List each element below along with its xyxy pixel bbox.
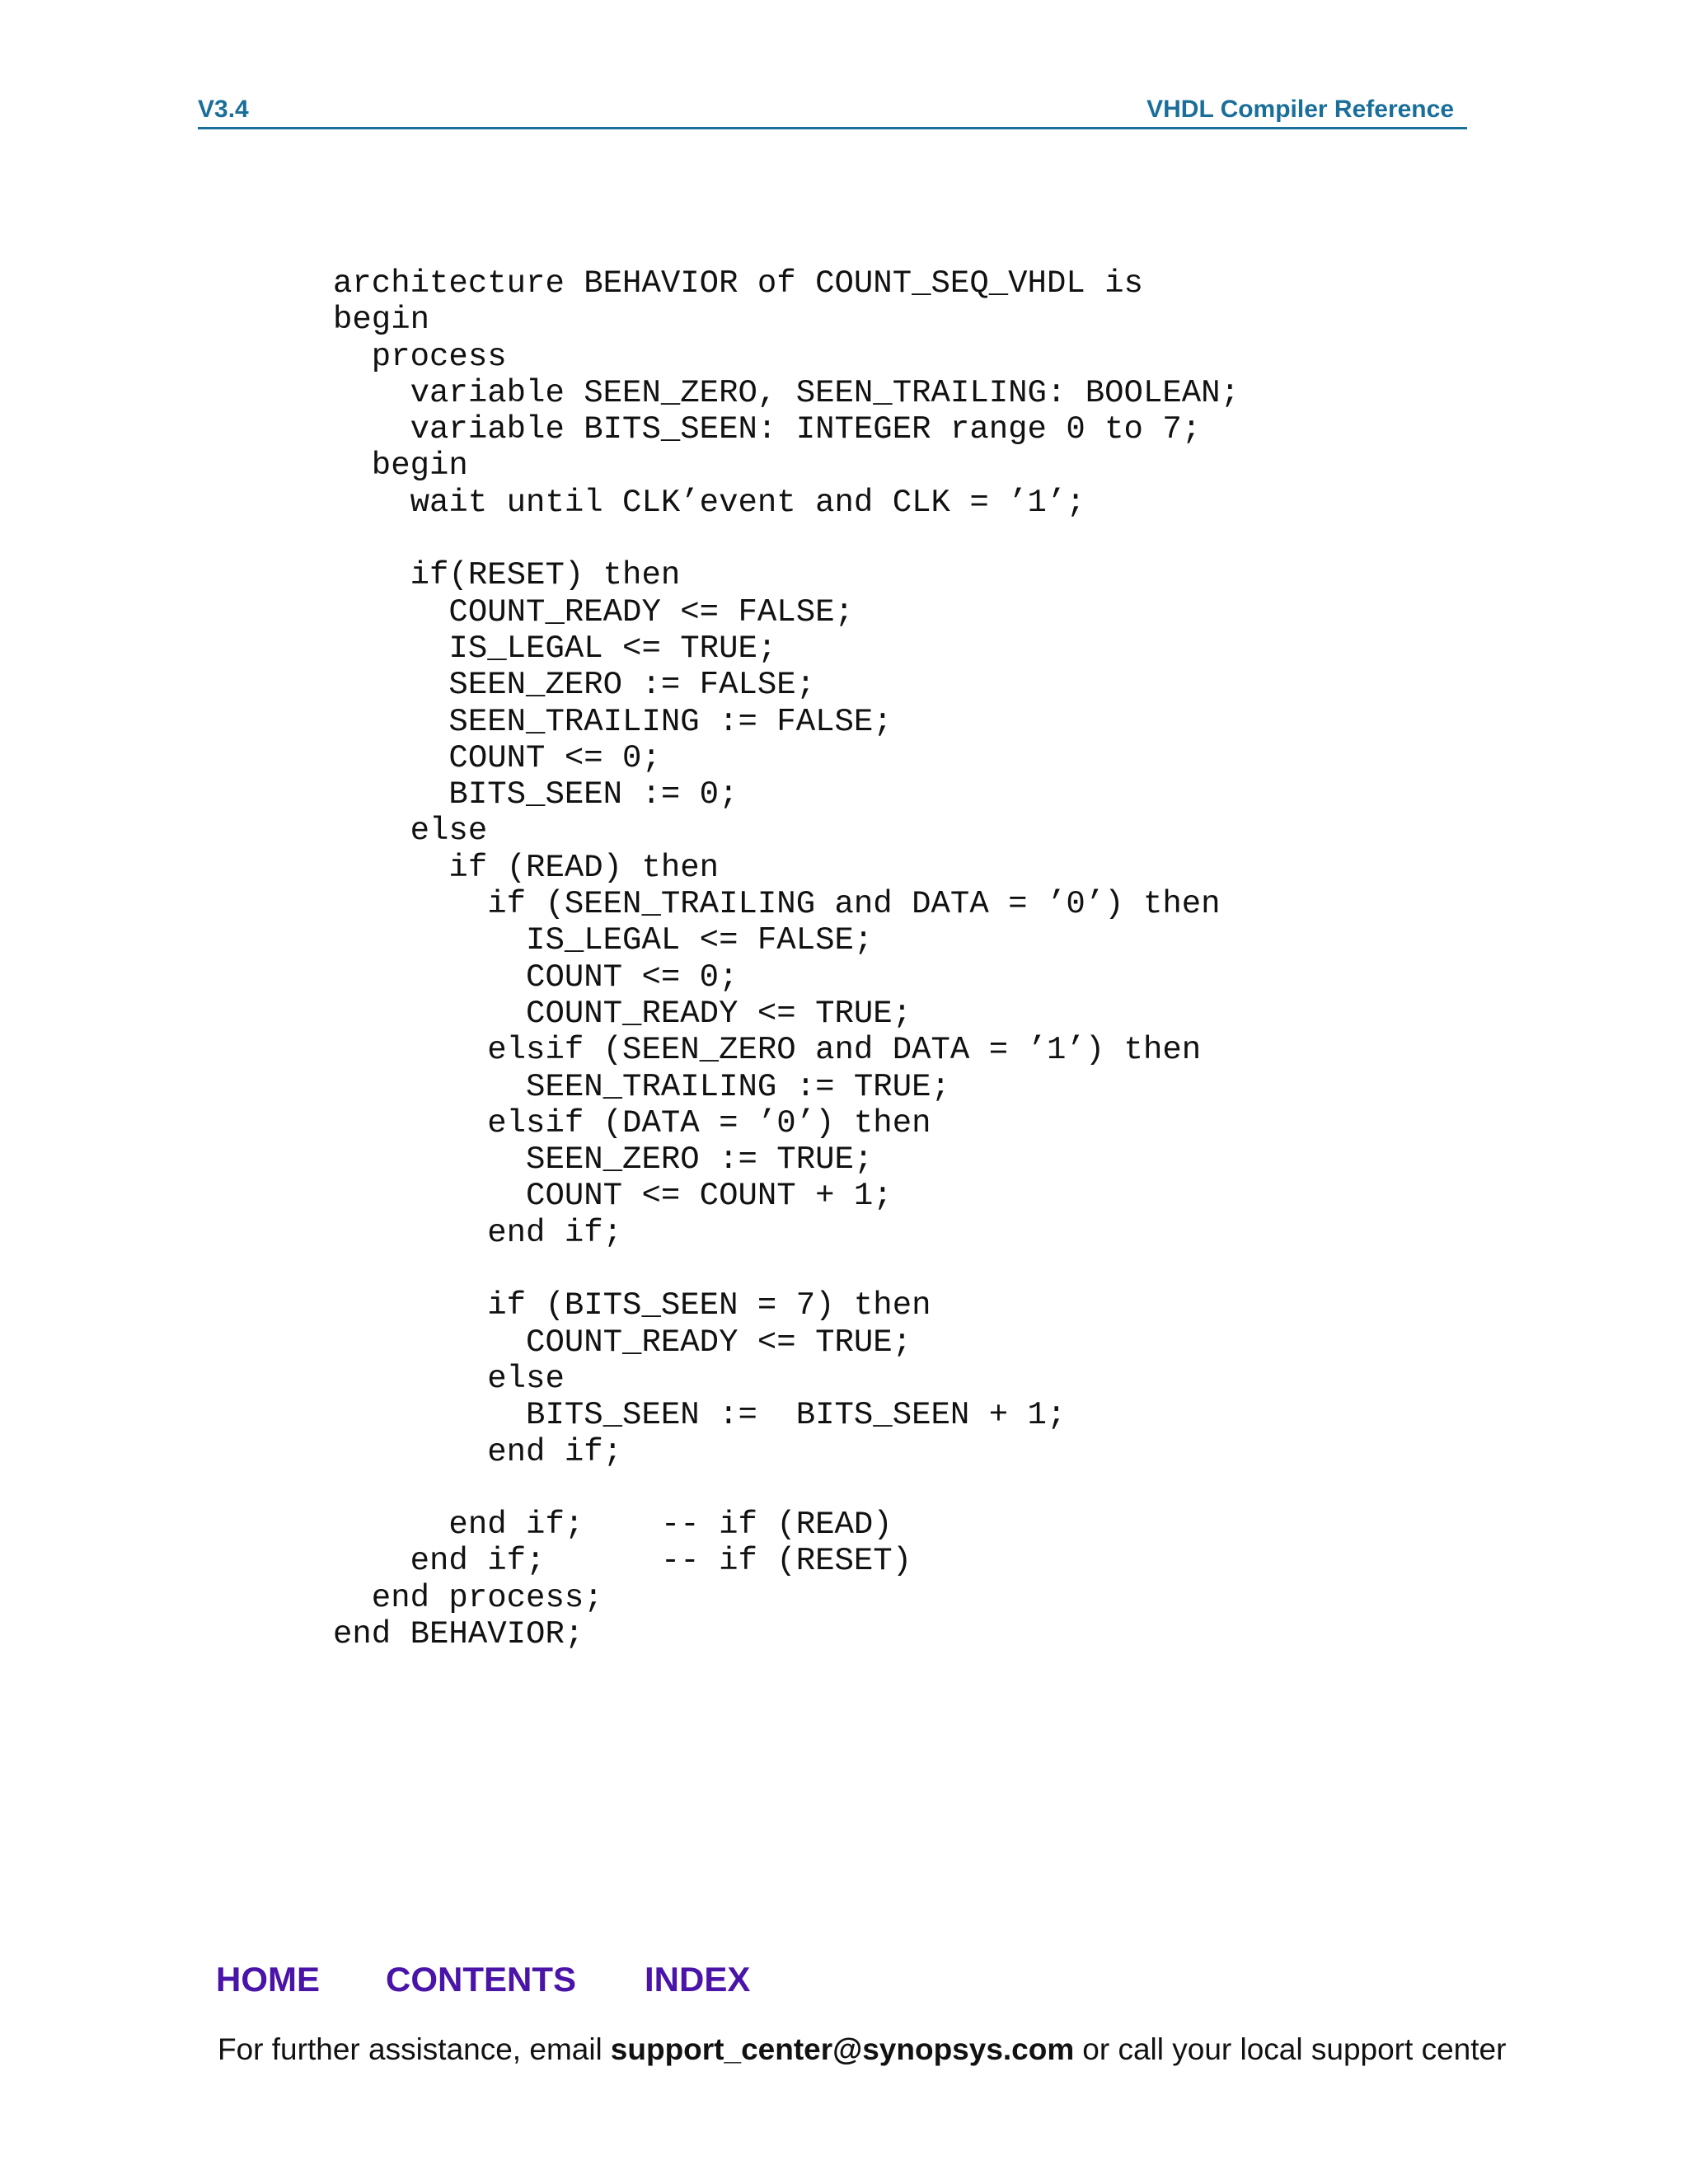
footer-suffix: or call your local support center bbox=[1082, 2032, 1507, 2066]
code-listing bbox=[333, 265, 1240, 1652]
code-line: SEEN_TRAILING := FALSE; bbox=[333, 703, 893, 740]
code-line bbox=[333, 521, 1240, 557]
code-line: COUNT <= 0; bbox=[333, 958, 738, 996]
code-line: wait until CLK’event and CLK = ’1’; bbox=[333, 484, 1085, 521]
code-line: begin bbox=[333, 448, 468, 485]
code-line: if (BITS_SEEN = 7) then bbox=[333, 1287, 931, 1324]
code-line: COUNT <= COUNT + 1; bbox=[333, 1178, 893, 1215]
code-line: end if; bbox=[333, 1433, 623, 1470]
code-line: end if; bbox=[333, 1214, 623, 1251]
code-line: elsif (DATA = ’0’) then bbox=[333, 1104, 931, 1141]
code-line: begin bbox=[333, 302, 430, 339]
code-line: if (READ) then bbox=[333, 849, 720, 886]
code-line: COUNT_READY <= FALSE; bbox=[333, 593, 854, 630]
code-line: IS_LEGAL <= TRUE; bbox=[333, 630, 777, 667]
support-email: support_center@synopsys.com bbox=[610, 2032, 1075, 2066]
code-line: else bbox=[333, 813, 488, 850]
code-line: SEEN_TRAILING := TRUE; bbox=[333, 1068, 950, 1105]
code-line: BITS_SEEN := BITS_SEEN + 1; bbox=[333, 1397, 1067, 1434]
code-line: variable SEEN_ZERO, SEEN_TRAILING: BOOLEAN; bbox=[333, 374, 1240, 411]
code-line: BITS_SEEN := 0; bbox=[333, 776, 738, 813]
code-line: end if; -- if (RESET) bbox=[333, 1543, 912, 1580]
footer-prefix: For further assistance, email bbox=[218, 2032, 603, 2066]
code-line bbox=[333, 1470, 1240, 1507]
index-link[interactable]: INDEX bbox=[645, 1960, 751, 1999]
code-line: end if; -- if (READ) bbox=[333, 1507, 893, 1544]
code-line: if(RESET) then bbox=[333, 557, 681, 594]
document-title: VHDL Compiler Reference bbox=[1146, 96, 1454, 123]
home-link[interactable]: HOME bbox=[216, 1960, 320, 1999]
version-label: V3.4 bbox=[198, 96, 249, 123]
support-footer bbox=[218, 2032, 1506, 2067]
code-line: variable BITS_SEEN: INTEGER range 0 to 7; bbox=[333, 411, 1202, 448]
contents-link[interactable]: CONTENTS bbox=[386, 1960, 576, 1999]
code-line: COUNT_READY <= TRUE; bbox=[333, 995, 912, 1032]
code-line: IS_LEGAL <= FALSE; bbox=[333, 922, 874, 959]
code-line: end process; bbox=[333, 1579, 603, 1616]
code-line: elsif (SEEN_ZERO and DATA = ’1’) then bbox=[333, 1032, 1202, 1069]
code-line: SEEN_ZERO := FALSE; bbox=[333, 667, 816, 704]
code-line: end BEHAVIOR; bbox=[333, 1615, 584, 1652]
code-line: COUNT <= 0; bbox=[333, 739, 661, 776]
code-line: COUNT_READY <= TRUE; bbox=[333, 1324, 912, 1361]
code-line: architecture BEHAVIOR of COUNT_SEQ_VHDL is bbox=[333, 265, 1143, 302]
code-line bbox=[333, 1251, 1240, 1287]
code-line: if (SEEN_TRAILING and DATA = ’0’) then bbox=[333, 886, 1221, 923]
code-line: else bbox=[333, 1360, 565, 1397]
page-header bbox=[198, 92, 1467, 129]
code-line: SEEN_ZERO := TRUE; bbox=[333, 1141, 874, 1179]
code-line: process bbox=[333, 338, 507, 375]
